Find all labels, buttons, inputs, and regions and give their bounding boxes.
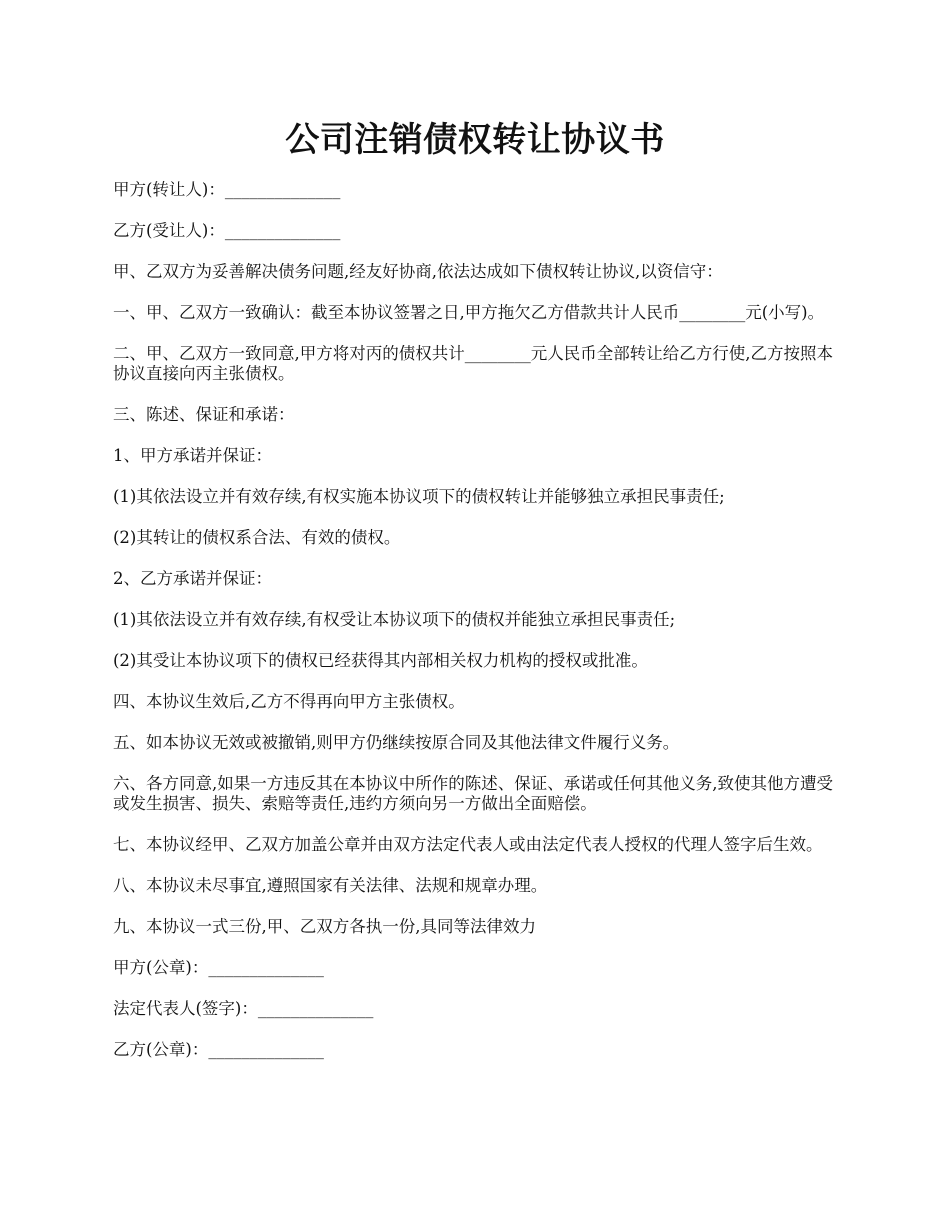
clause-3-party-a-heading: 1、甲方承诺并保证： xyxy=(113,446,272,465)
clause-4: 四、本协议生效后,乙方不得再向甲方主张债权。 xyxy=(113,692,465,711)
clause-6: 六、各方同意,如果一方违反其在本协议中所作的陈述、保证、承诺或任何其他义务,致使其他方遭受或发生损害、损失、索赔等责任,违约方须向另一方做出全面赔偿。 xyxy=(113,774,833,813)
legal-representative-signature-line: 法定代表人(签字)：______________ xyxy=(113,999,374,1018)
clause-8: 八、本协议未尽事宜,遵照国家有关法律、法规和规章办理。 xyxy=(113,876,548,895)
clause-3-heading: 三、陈述、保证和承诺： xyxy=(113,405,295,424)
party-b-line: 乙方(受让人)：______________ xyxy=(113,221,341,240)
document-title: 公司注销债权转让协议书 xyxy=(285,120,665,160)
clause-2: 二、甲、乙双方一致同意,甲方将对丙的债权共计________元人民币全部转让给乙方行使,乙方按照本协议直接向丙主张债权。 xyxy=(113,344,833,383)
clause-9: 九、本协议一式三份,甲、乙双方各执一份,具同等法律效力 xyxy=(113,917,536,936)
party-b-seal-line: 乙方(公章)：______________ xyxy=(113,1040,324,1059)
clause-7: 七、本协议经甲、乙双方加盖公章并由双方法定代表人或由法定代表人授权的代理人签字后生效。 xyxy=(113,835,823,854)
clause-3-party-b-heading: 2、乙方承诺并保证： xyxy=(113,569,272,588)
preamble: 甲、乙双方为妥善解决债务问题,经友好协商,依法达成如下债权转让协议,以资信守： xyxy=(113,262,723,281)
party-a-seal-line: 甲方(公章)：______________ xyxy=(113,958,324,977)
clause-5: 五、如本协议无效或被撤销,则甲方仍继续按原合同及其他法律文件履行义务。 xyxy=(113,733,680,752)
clause-3-party-a-item-1: (1)其依法设立并有效存续,有权实施本协议项下的债权转让并能够独立承担民事责任; xyxy=(113,487,725,506)
document-body xyxy=(113,180,841,1081)
party-a-line: 甲方(转让人)：______________ xyxy=(113,180,341,199)
clause-3-party-a-item-2: (2)其转让的债权系合法、有效的债权。 xyxy=(113,528,401,547)
clause-1: 一、甲、乙双方一致确认：截至本协议签署之日,甲方拖欠乙方借款共计人民币________元(小写)。 xyxy=(113,303,825,322)
clause-3-party-b-item-1: (1)其依法设立并有效存续,有权受让本协议项下的债权并能独立承担民事责任; xyxy=(113,610,676,629)
clause-3-party-b-item-2: (2)其受让本协议项下的债权已经获得其内部相关权力机构的授权或批准。 xyxy=(113,651,648,670)
